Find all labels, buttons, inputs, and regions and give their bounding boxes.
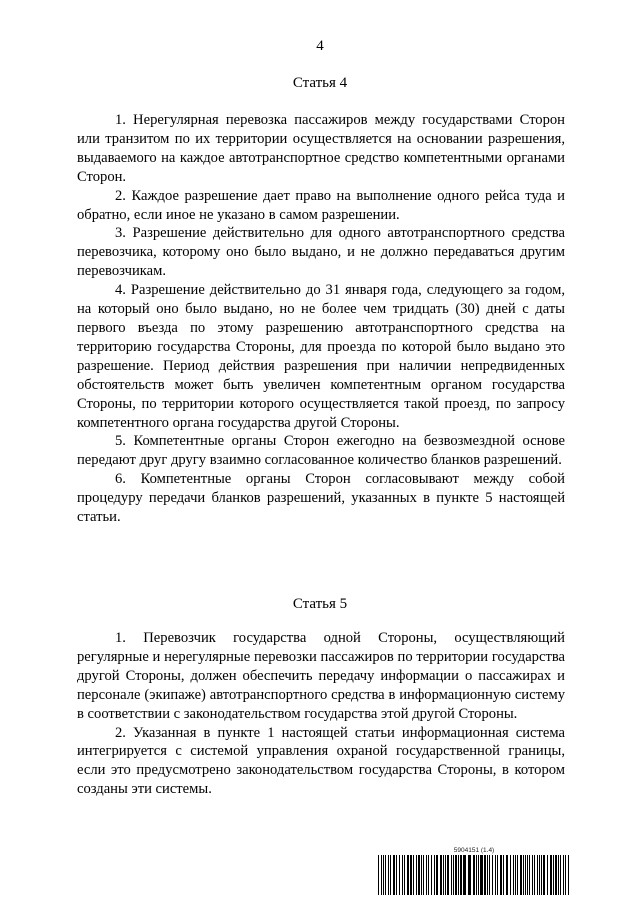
article-5-body: [77, 629, 565, 799]
article-4-paragraph-4: 4. Разрешение действительно до 31 января года, следующего за годом, на который оно было выдано, но не более чем тридцать (30) дней с даты первого въезда по этому разрешению автотранспортного средства на территорию государства Стороны, для проезда по которой было выдано это разрешение. Период действия разрешения при наличии непредвиденных обстоятельств может быть увеличен компетентным органом государства Стороны, по территории которого осуществляется такой проезд, по запросу компетентного органа государства другой Стороны.: [77, 282, 565, 431]
document-barcode: [376, 847, 572, 895]
page-number: 4: [316, 38, 324, 54]
article-4-paragraph-5: 5. Компетентные органы Сторон ежегодно на безвозмездной основе передают друг другу взаимно согласованное количество бланков разрешений.: [77, 433, 565, 469]
article-4-heading: Статья 4: [292, 75, 348, 91]
article-5-paragraph-1: 1. Перевозчик государства одной Стороны, осуществляющий регулярные и нерегулярные перевозки пассажиров по территории государства другой Стороны, должен обеспечить передачу информации о пассажирах и персонале (экипаже) автотранспортного средства в информационную систему в соответствии с законодательством государства этой другой Стороны.: [77, 630, 565, 722]
article-5-paragraph-2: 2. Указанная в пункте 1 настоящей статьи информационная система интегрируется с системой управления охраной государственной границы, если это предусмотрено законодательством государства Стороны, в котором созданы эти системы.: [77, 724, 565, 798]
article-4-paragraph-3: 3. Разрешение действительно для одного автотранспортного средства перевозчика, которому оно было выдано, и не должно передаваться другим перевозчикам.: [77, 225, 565, 280]
article-4-paragraph-6: 6. Компетентные органы Сторон согласовывают между собой процедуру передачи бланков разрешений, указанных в пункте 5 настоящей статьи.: [77, 471, 565, 526]
barcode-image: [376, 855, 572, 895]
article-4-paragraph-2: 2. Каждое разрешение дает право на выполнение одного рейса туда и обратно, если иное не указано в самом разрешении.: [77, 187, 565, 223]
article-4-body: [77, 111, 565, 527]
barcode-label: 5904151 (1.4): [453, 847, 495, 854]
article-4-paragraph-1: 1. Нерегулярная перевозка пассажиров между государствами Сторон или транзитом по их территории осуществляется на основании разрешения, выдаваемого на каждое автотранспортное средство компетентными органами Сторон.: [77, 112, 565, 185]
article-5-heading: Статья 5: [292, 596, 348, 612]
